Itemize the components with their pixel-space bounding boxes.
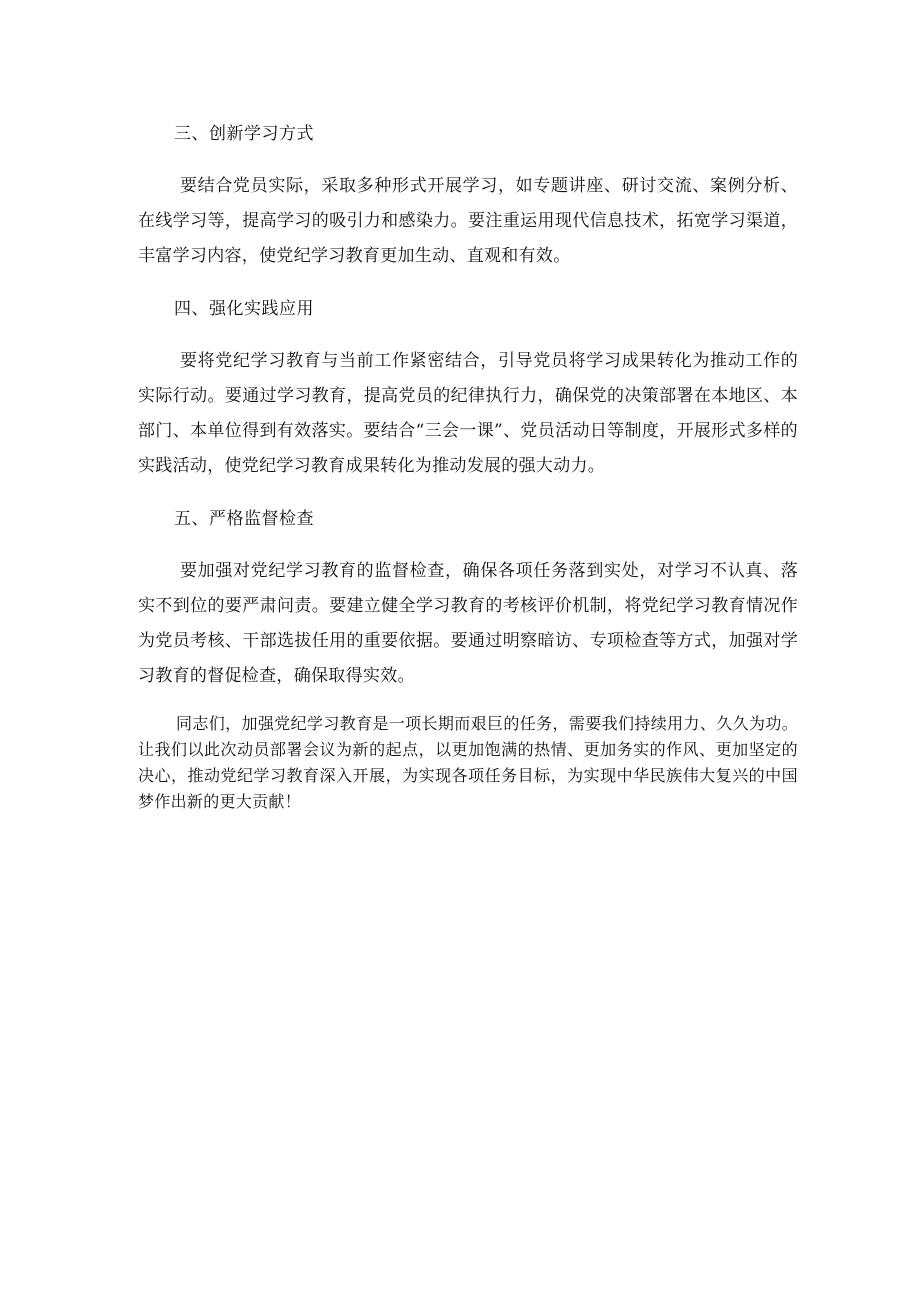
section-heading: 三、创新学习方式: [174, 124, 314, 144]
section-paragraph: 要加强对党纪学习教育的监督检查，确保各项任务落到实处，对学习不认真、落实不到位的要严肃问责。要建立健全学习教育的考核评价机制，将党纪学习教育情况作为党员考核、干部选拔任用的重要依据。要通过明察暗访、专项检查等方式，加强对学习教育的督促检查，确保取得实效。: [138, 561, 798, 686]
section-heading: 四、强化实践应用: [174, 299, 314, 319]
section-4: [138, 291, 798, 484]
section-heading: 五、严格监督检查: [174, 509, 314, 529]
section-paragraph: 要将党纪学习教育与当前工作紧密结合，引导党员将学习成果转化为推动工作的实际行动。要通过学习教育，提高党员的纪律执行力，确保党的决策部署在本地区、本部门、本单位得到有效落实。要结合“三会一课”、党员活动日等制度，开展形式多样的实践活动，使党纪学习教育成果转化为推动发展的强大动力。: [138, 351, 798, 476]
closing-paragraph: 同志们，加强党纪学习教育是一项长期而艰巨的任务，需要我们持续用力、久久为功。让我们以此次动员部署会议为新的起点，以更加饱满的热情、更加务实的作风、更加坚定的决心，推动党纪学习教育深入开展，为实现各项任务目标，为实现中华民族伟大复兴的中国梦作出新的更大贡献！: [138, 714, 798, 811]
section-5: [138, 501, 798, 694]
section-paragraph: 要结合党员实际，采取多种形式开展学习，如专题讲座、研讨交流、案例分析、在线学习等，提高学习的吸引力和感染力。要注重运用现代信息技术，拓宽学习渠道，丰富学习内容，使党纪学习教育更加生动、直观和有效。: [138, 176, 798, 266]
document-page: [138, 116, 798, 815]
section-3: [138, 116, 798, 274]
